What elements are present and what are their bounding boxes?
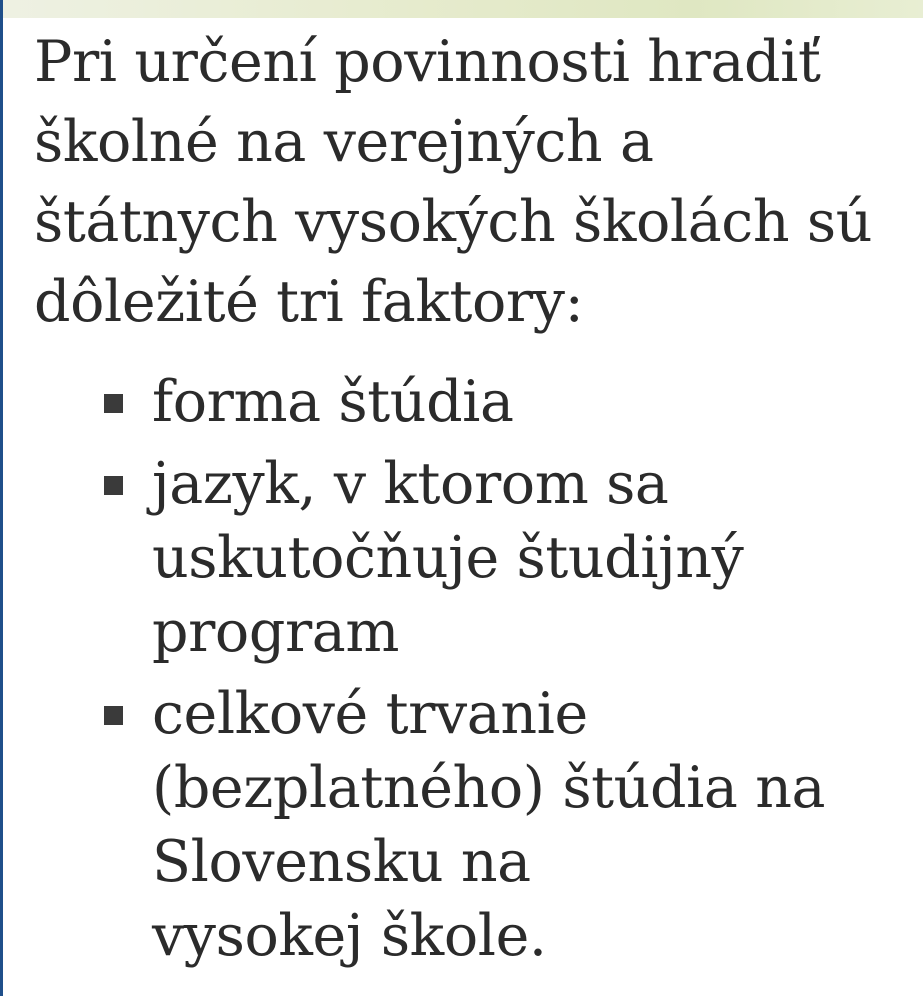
list-item-study-duration — [104, 677, 914, 973]
header-decoration-band — [0, 0, 923, 18]
list-item-study-form — [104, 365, 914, 439]
left-accent-rule — [0, 0, 3, 996]
list-item-study-language — [104, 447, 914, 669]
list-item-text: jazyk, v ktorom sa uskutočňuje študijný program — [152, 451, 744, 665]
lead-paragraph: Pri určení povinnosti hradiť školné na verejných a štátnych vysokých školách sú dôležité tri faktory: — [34, 29, 873, 335]
factor-list — [104, 365, 914, 981]
list-item-text: forma štúdia — [152, 369, 514, 435]
square-bullet-icon — [104, 394, 123, 413]
square-bullet-icon — [104, 476, 123, 495]
square-bullet-icon — [104, 706, 123, 725]
list-item-text: celkové trvanie (bezplatného) štúdia na Slovensku na vysokej škole. — [152, 681, 826, 969]
